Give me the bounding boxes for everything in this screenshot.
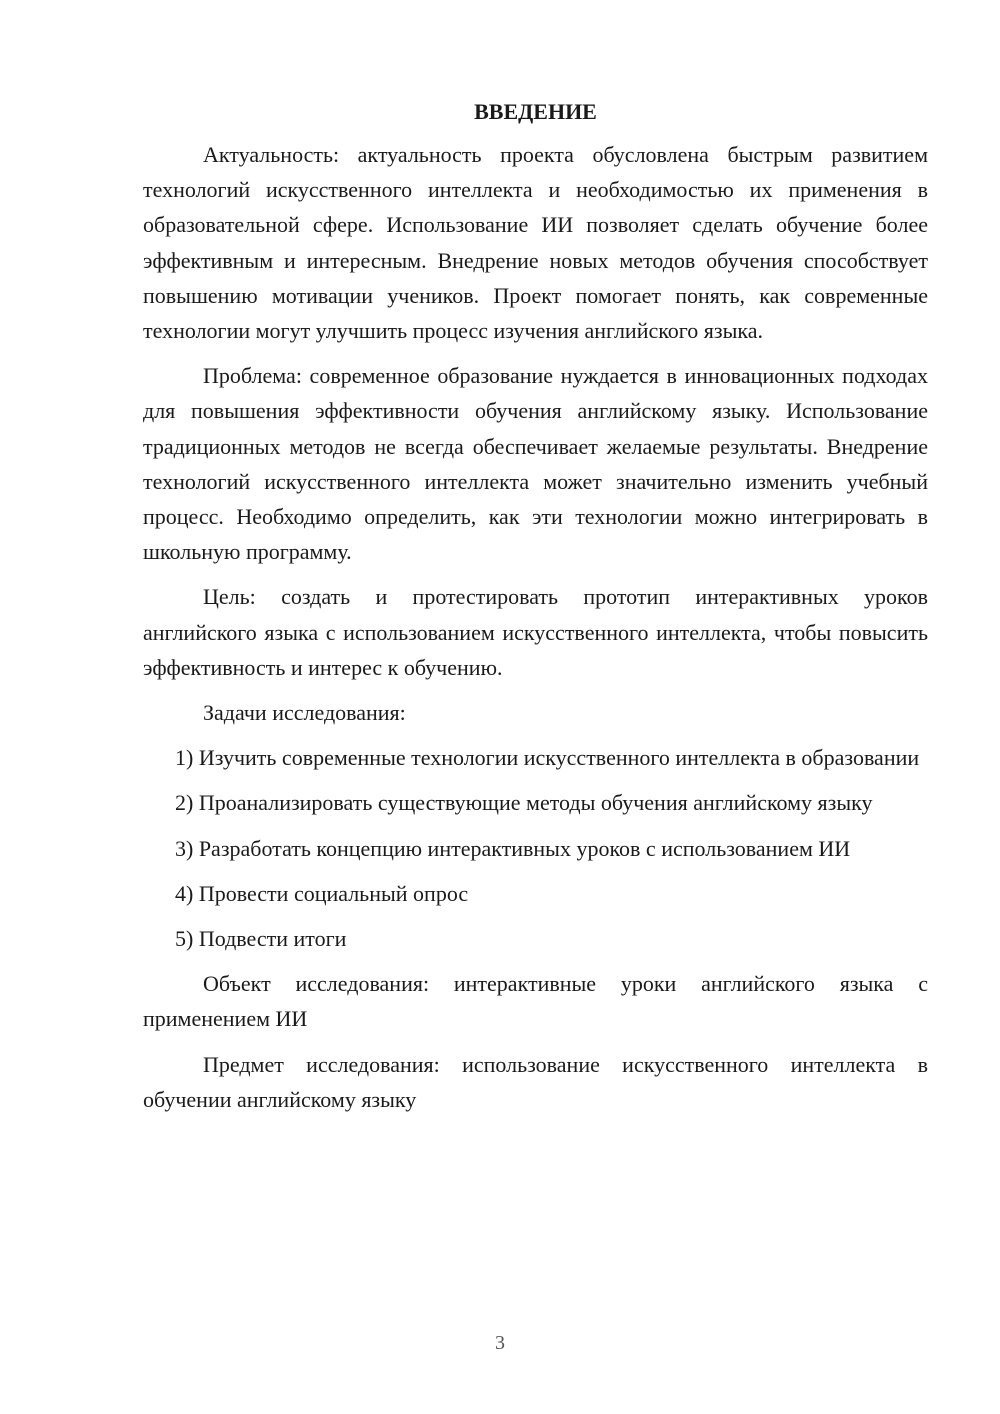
task-item-4: 4) Провести социальный опрос	[175, 880, 469, 906]
task-item-5: 5) Подвести итоги	[175, 926, 347, 952]
paragraph-subject: Предмет исследования: использование искусственного интеллекта в обучении английскому языку	[143, 1051, 928, 1112]
paragraph-goal: Цель: создать и протестировать прототип интерактивных уроков английского языка с использованием искусственного интеллекта, чтобы повысить эффективность и интерес к обучению.	[143, 584, 928, 680]
tasks-heading: Задачи исследования:	[203, 700, 406, 726]
paragraph-relevance: Актуальность: актуальность проекта обусловлена быстрым развитием технологий искусственного интеллекта и необходимостью их применения в образовательной сфере. Использование ИИ позволяет сделать обучение более эффективным и интересным. Внедрение новых методов обучения способствует повышению мотивации учеников. Проект помогает понять, как современные технологии могут улучшить процесс изучения английского языка.	[143, 142, 928, 344]
task-item-3: 3) Разработать концепцию интерактивных уроков с использованием ИИ	[175, 835, 851, 861]
paragraph-object: Объект исследования: интерактивные уроки английского языка с применением ИИ	[143, 971, 928, 1032]
task-item-2: 2) Проанализировать существующие методы обучения английскому языку	[175, 790, 873, 816]
section-title: ВВЕДЕНИЕ	[474, 99, 597, 124]
task-item-1: 1) Изучить современные технологии искусственного интеллекта в образовании	[175, 745, 920, 771]
paragraph-problem: Проблема: современное образование нуждается в инновационных подходах для повышения эффективности обучения английскому языку. Использование традиционных методов не всегда обеспечивает желаемые результаты. Внедрение технологий искусственного интеллекта может значительно изменить учебный процесс. Необходимо определить, как эти технологии можно интегрировать в школьную программу.	[143, 363, 928, 565]
page-number: 3	[495, 1332, 505, 1354]
document-page	[143, 94, 928, 1127]
